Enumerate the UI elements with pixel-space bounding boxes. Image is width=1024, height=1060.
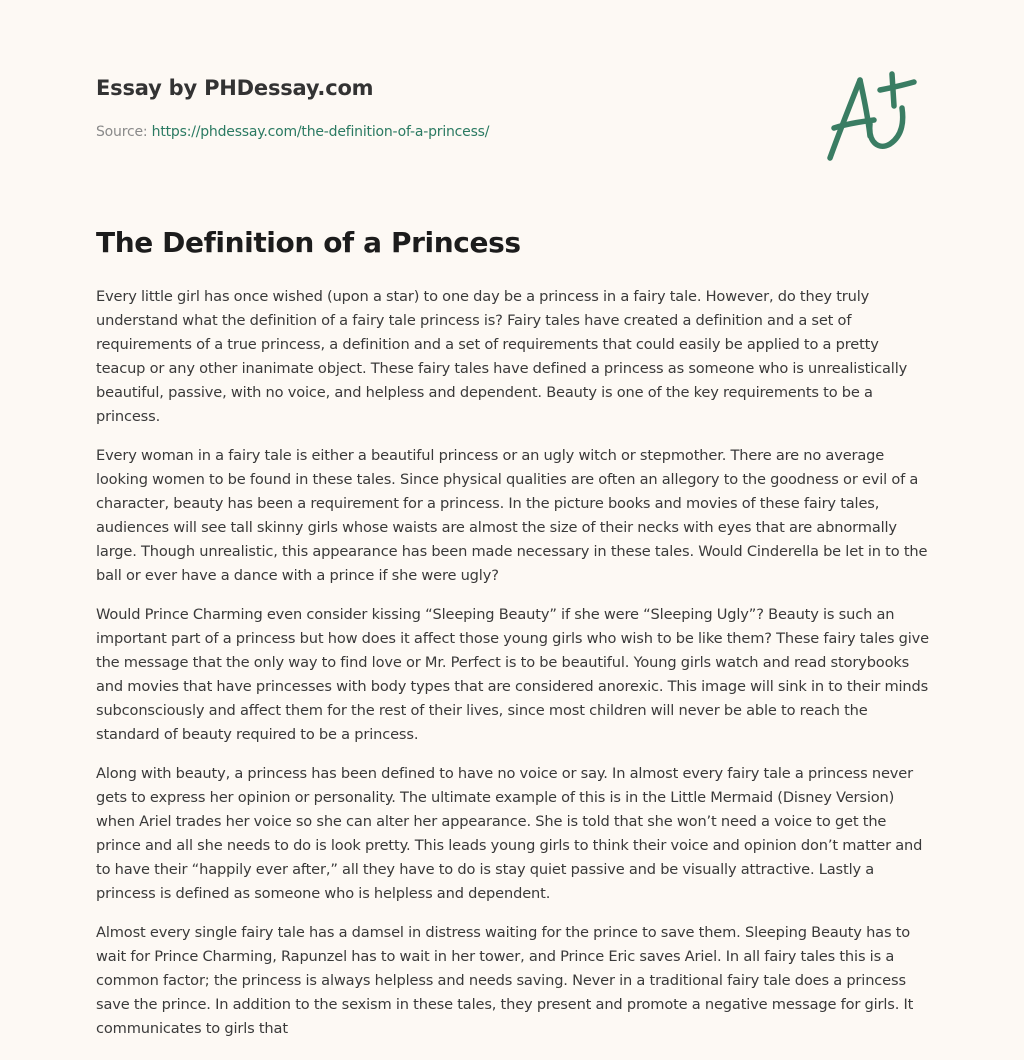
essay-paragraph: Would Prince Charming even consider kissing “Sleeping Beauty” if she were “Sleeping Ugly”? Beauty is such an important part of a princess but how does it affect those young girls who wish to be like them? These fairy tales give the message that the only way to find love or Mr. Perfect is to be beautiful. Young girls watch and read storybooks and movies that have princesses with body types that are considered anorexic. This image will sink in to their minds subconsciously and affect them for the rest of their lives, since most children will never be able to reach the standard of beauty required to be a princess. [96, 606, 929, 743]
essay-body [96, 285, 930, 1056]
a-plus-grade-icon [824, 66, 928, 166]
essay-paragraph: Every woman in a fairy tale is either a beautiful princess or an ugly witch or stepmother. There are no average looking women to be found in these tales. Since physical qualities are often an allegory to the goodness or evil of a character, beauty has been a requirement for a princess. In the picture books and movies of these fairy tales, audiences will see tall skinny girls whose waists are almost the size of their necks with eyes that are abnormally large. Though unrealistic, this appearance has been made necessary in these tales. Would Cinderella be let in to the ball or ever have a dance with a prince if she were ugly? [96, 447, 928, 584]
site-title: Essay by PHDessay.com [96, 76, 374, 100]
essay-title: The Definition of a Princess [96, 226, 521, 259]
source-label: Source: [96, 124, 152, 140]
essay-paragraph: Every little girl has once wished (upon a star) to one day be a princess in a fairy tale. However, do they truly understand what the definition of a fairy tale princess is? Fairy tales have created a definition and a set of requirements of a true princess, a definition and a set of requirements that could easily be applied to a pretty teacup or any other inanimate object. These fairy tales have defined a princess as someone who is unrealistically beautiful, passive, with no voice, and helpless and dependent. Beauty is one of the key requirements to be a princess. [96, 288, 908, 425]
essay-paragraph: Along with beauty, a princess has been defined to have no voice or say. In almost every fairy tale a princess never gets to express her opinion or personality. The ultimate example of this is in the Little Mermaid (Disney Version) when Ariel trades her voice so she can alter her appearance. She is told that she won’t need a voice to get the prince and all she needs to do is look pretty. This leads young girls to think their voice and opinion don’t matter and to have their “happily ever after,” all they have to do is stay quiet passive and be visually attractive. Lastly a princess is defined as someone who is helpless and dependent. [96, 765, 923, 902]
page-header [96, 0, 930, 200]
source-line [96, 124, 489, 140]
essay-paragraph: Almost every single fairy tale has a damsel in distress waiting for the prince to save them. Sleeping Beauty has to wait for Prince Charming, Rapunzel has to wait in her tower, and Prince Eric saves Ariel. In all fairy tales this is a common factor; the princess is always helpless and needs saving. Never in a traditional fairy tale does a princess save the prince. In addition to the sexism in these tales, they present and promote a negative message for girls. It communicates to girls that [96, 924, 914, 1037]
source-link[interactable]: https://phdessay.com/the-definition-of-a-princess/ [151, 124, 490, 140]
essay-page [96, 0, 930, 1037]
